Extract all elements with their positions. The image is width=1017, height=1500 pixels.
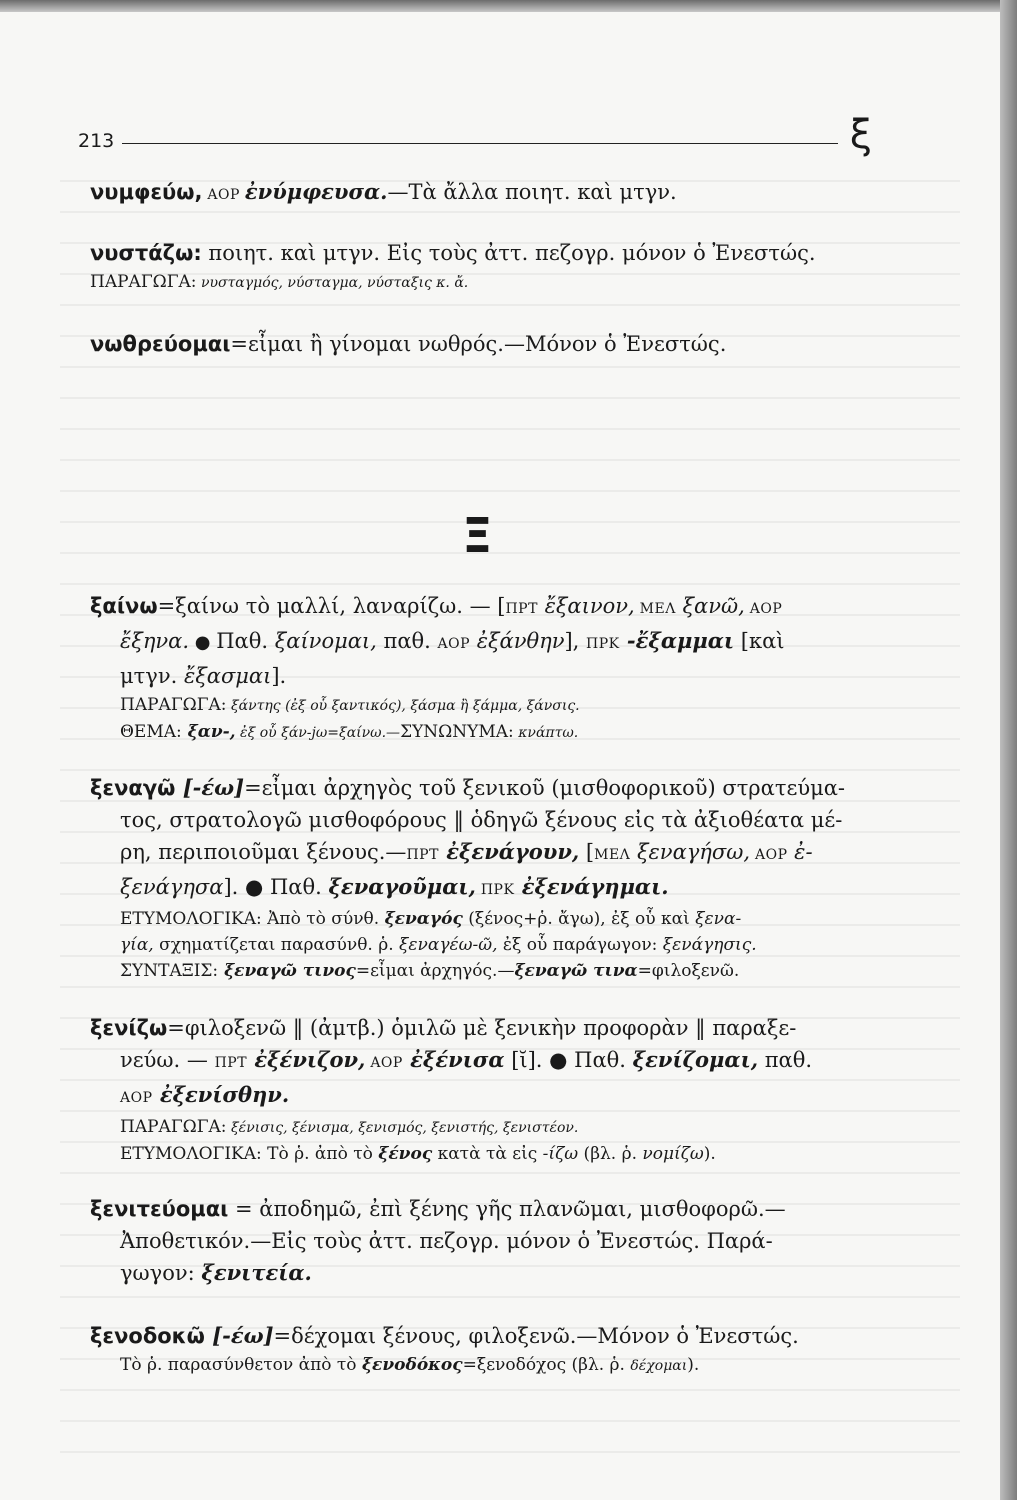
section-label: ΠΑΡΑΓΩΓΑ: (120, 695, 227, 715)
text: παθ. (758, 1048, 813, 1072)
text: σχηματίζεται παρασύνθ. ῥ. (153, 935, 400, 955)
entry-line (90, 1012, 875, 1044)
text: ]. ● (223, 875, 270, 899)
form: -ίζω (542, 1144, 579, 1164)
text: ], (564, 629, 587, 653)
derivatives-line (90, 692, 875, 719)
section-label: ΕΤΥΜΟΛΟΓΙΚΑ: (120, 1144, 262, 1164)
entry-line (90, 176, 875, 211)
page-header (78, 112, 878, 170)
headword: ξενίζω (90, 1016, 168, 1040)
form: ξεναγῶ τινος (218, 961, 356, 981)
form: ἐξενάγουν, (438, 839, 580, 864)
definition: =ξαίνω τὸ μαλλί, λαναρίζω. — [ (157, 594, 506, 618)
definition: τος, στρατολογῶ μισθοφόρους ‖ ὁδηγῶ ξένους εἰς τὰ ἀξιοθέατα μέ- (120, 808, 843, 832)
definition: Ἀποθετικόν.—Εἰς τοὺς ἀττ. πεζογρ. μόνον ὁ Ἐνεστώς. Παρά- (120, 1229, 773, 1253)
form: νομίζω (642, 1144, 704, 1164)
etymology-line (90, 1141, 875, 1167)
text: παθ. (376, 629, 438, 653)
entry-line (90, 1225, 875, 1257)
entry-xenodoko (90, 1320, 875, 1379)
section-label: ΠΑΡΑΓΩΓΑ: (120, 1117, 227, 1137)
definition: ρη, περιποιοῦμαι ξένους.— (120, 840, 407, 864)
text: =ξενοδόχος (βλ. ῥ. (462, 1355, 631, 1375)
section-heading-xi: Ξ (462, 508, 493, 564)
grammar-tag: ΑΟΡ (120, 1090, 153, 1106)
form: ἐνύμφευσα. (244, 179, 388, 204)
entry-line (90, 1320, 875, 1352)
grammar-tag: ΠΡΤ (214, 1055, 248, 1071)
grammar-tag: ΑΟΡ (437, 636, 471, 652)
text: [καὶ (734, 629, 785, 653)
text: ἐξ οὗ παράγωγον: (497, 935, 663, 955)
theme-line (90, 719, 875, 746)
section-label: ΣΥΝΤΑΞΙΣ: (120, 961, 219, 981)
entry-line (90, 804, 875, 836)
voice-label: Παθ. (574, 1048, 633, 1072)
form: ξενίζομαι, (632, 1047, 759, 1072)
form: ξεναγοῦμαι, (328, 874, 476, 899)
form: ξαίνομαι, (274, 629, 377, 653)
grammar-tag: ΑΟΡ (744, 601, 783, 617)
text: =φιλοξενῶ. (637, 961, 740, 981)
definition: νεύω. — (120, 1048, 215, 1072)
derivatives: ξάντης (ἐξ οὗ ξαντικός), ξάσμα ἢ ξάμμα, ξάνσις. (226, 698, 580, 714)
entry-xaino (90, 590, 875, 746)
definition: ποιητ. καὶ μτγν. Εἰς τοὺς ἀττ. πεζογρ. μόνον ὁ Ἐνεστώς. (201, 241, 816, 265)
entry-line (90, 1193, 875, 1225)
text: γωγον: (120, 1261, 202, 1285)
entry-nystazo (90, 237, 875, 296)
grammar-tag: ΜΕΛ (634, 601, 676, 617)
text: ]. (271, 664, 287, 688)
section-label: ΘΕΜΑ: (120, 722, 182, 742)
syntax-line (90, 958, 875, 984)
definition: =δέχομαι ξένους, φιλοξενῶ.—Μόνον ὁ Ἐνεστώς. (273, 1324, 799, 1348)
derivatives-line (90, 1114, 875, 1141)
form: ξενα- (695, 909, 742, 929)
form: ξεναγέω-ῶ, (399, 935, 498, 955)
headword: ξενοδοκῶ (90, 1324, 205, 1348)
etymology-line (90, 932, 875, 958)
text: [ (579, 840, 595, 864)
form: ξενοδόκος (361, 1355, 463, 1375)
text: Ἀπὸ τὸ σύνθ. (261, 909, 385, 929)
grammar-tag: ΠΡΤ (406, 847, 439, 863)
entry-line (90, 836, 875, 871)
form: ξεναγήσω, (630, 840, 751, 864)
form: ξεναγῶ τινα (514, 961, 638, 981)
entry-nymfeuo (90, 176, 875, 211)
form: [-έω] (204, 1323, 274, 1348)
form: ἐ- (787, 840, 813, 864)
headword: ξενιτεύομαι (90, 1197, 229, 1221)
derivatives-line (90, 269, 875, 296)
grammar-tag: ΠΡΚ (475, 882, 515, 898)
stem: ξαν-, (181, 722, 236, 742)
text: κατὰ τὰ εἰς (432, 1144, 543, 1164)
passive-bullet-icon: ● (189, 632, 217, 653)
form: ξενιτεία. (201, 1260, 312, 1285)
header-letter: ξ (849, 112, 872, 158)
form: ἐξένιζον, (247, 1047, 366, 1072)
headword: νυμφεύω, (90, 180, 203, 204)
text: (ξένος+ῥ. ἄγω), ἐξ οὗ καὶ (462, 909, 696, 929)
form: ξενάγησις. (662, 935, 757, 955)
form: ξεναγός (384, 909, 463, 929)
text: Τὸ ῥ. παρασύνθετον ἀπὸ τὸ (120, 1355, 362, 1375)
entry-line (90, 625, 875, 660)
form: ξανῶ, (675, 594, 745, 618)
entry-line (90, 328, 875, 360)
form: ἔξαινον, (537, 594, 635, 618)
header-rule (122, 143, 838, 144)
form: ἔξασμαι (183, 664, 272, 688)
text: Τὸ ῥ. ἀπὸ τὸ (261, 1144, 379, 1164)
entry-line (90, 590, 875, 625)
form: ἐξενάγημαι. (514, 874, 669, 899)
section-label: ΠΑΡΑΓΩΓΑ: (90, 272, 197, 292)
text: (βλ. ῥ. (578, 1144, 643, 1164)
entry-xeniteuomai (90, 1193, 875, 1289)
headword: ξαίνω (90, 594, 158, 618)
form: δέχομαι (630, 1358, 688, 1374)
etymology-line (90, 906, 875, 932)
voice-label: Παθ. (269, 875, 329, 899)
entry-line (90, 871, 875, 906)
grammar-tag: ΠΡΤ (505, 601, 538, 617)
grammar-tag: ΠΡΚ (586, 636, 620, 652)
definition: =εἶμαι ἢ γίνομαι νωθρός.—Μόνον ὁ Ἐνεστώς. (230, 332, 727, 356)
text: ). (687, 1355, 700, 1375)
definition: =φιλοξενῶ ‖ (ἀμτβ.) ὁμιλῶ μὲ ξενικὴν προφορὰν ‖ παραξε- (167, 1016, 797, 1040)
text: [ῐ]. ● (504, 1048, 575, 1072)
definition: = ἀποδημῶ, ἐπὶ ξένης γῆς πλανῶμαι, μισθοφορῶ.— (228, 1197, 786, 1221)
grammar-tag: ΑΟΡ (750, 847, 788, 863)
text: ). (703, 1144, 716, 1164)
synonym: κνάπτω. (513, 725, 579, 741)
entry-nothreuomai (90, 328, 875, 360)
form: ἔξηνα. (120, 629, 190, 653)
entry-line (90, 1044, 875, 1079)
derivatives: νυσταγμός, νύσταγμα, νύσταξις κ. ἄ. (196, 275, 469, 291)
etymology-line (90, 1352, 875, 1379)
entry-line (90, 772, 875, 804)
section-label: ΕΤΥΜΟΛΟΓΙΚΑ: (120, 909, 262, 929)
entry-line (90, 1079, 875, 1114)
form: [-έω] (175, 775, 245, 800)
entry-xenago (90, 772, 875, 984)
form: ξενάγησα (120, 875, 224, 899)
definition: —Τὰ ἄλλα ποιητ. καὶ μτγν. (387, 180, 677, 204)
page-number: 213 (78, 130, 115, 152)
form: γία, (120, 935, 154, 955)
headword: νυστάζω: (90, 241, 202, 265)
scan-top-edge (0, 0, 1000, 12)
form: ἐξάνθην (470, 629, 565, 653)
text: =εἶμαι ἀρχηγός.— (355, 961, 515, 981)
form: ἐξένισα (402, 1047, 505, 1072)
grammar-tag: ΜΕΛ (594, 847, 631, 863)
form: ξένος (378, 1144, 433, 1164)
entry-line (90, 237, 875, 269)
form: -ἔξαμμαι (619, 628, 735, 653)
voice-label: Παθ. (216, 629, 275, 653)
derivatives: ξένισις, ξένισμα, ξενισμός, ξενιστής, ξενιστέον. (226, 1120, 579, 1136)
form: ἐξενίσθην. (152, 1082, 290, 1107)
entry-xenizo (90, 1012, 875, 1167)
entry-line (90, 1257, 875, 1289)
headword: ξεναγῶ (90, 776, 176, 800)
grammar-tag: ΑΟΡ (202, 187, 245, 203)
grammar-tag: ΑΟΡ (365, 1055, 403, 1071)
headword: νωθρεύομαι (90, 332, 231, 356)
entry-line (90, 660, 875, 692)
book-edge-shadow (1000, 0, 1017, 1500)
definition: =εἶμαι ἀρχηγὸς τοῦ ξενικοῦ (μισθοφορικοῦ) στρατεύμα- (244, 776, 846, 800)
section-label: ΣΥΝΩΝΥΜΑ: (400, 722, 514, 742)
text: μτγν. (120, 664, 184, 688)
text: ἐξ οὗ ξάν-jω=ξαίνω.— (235, 725, 401, 741)
